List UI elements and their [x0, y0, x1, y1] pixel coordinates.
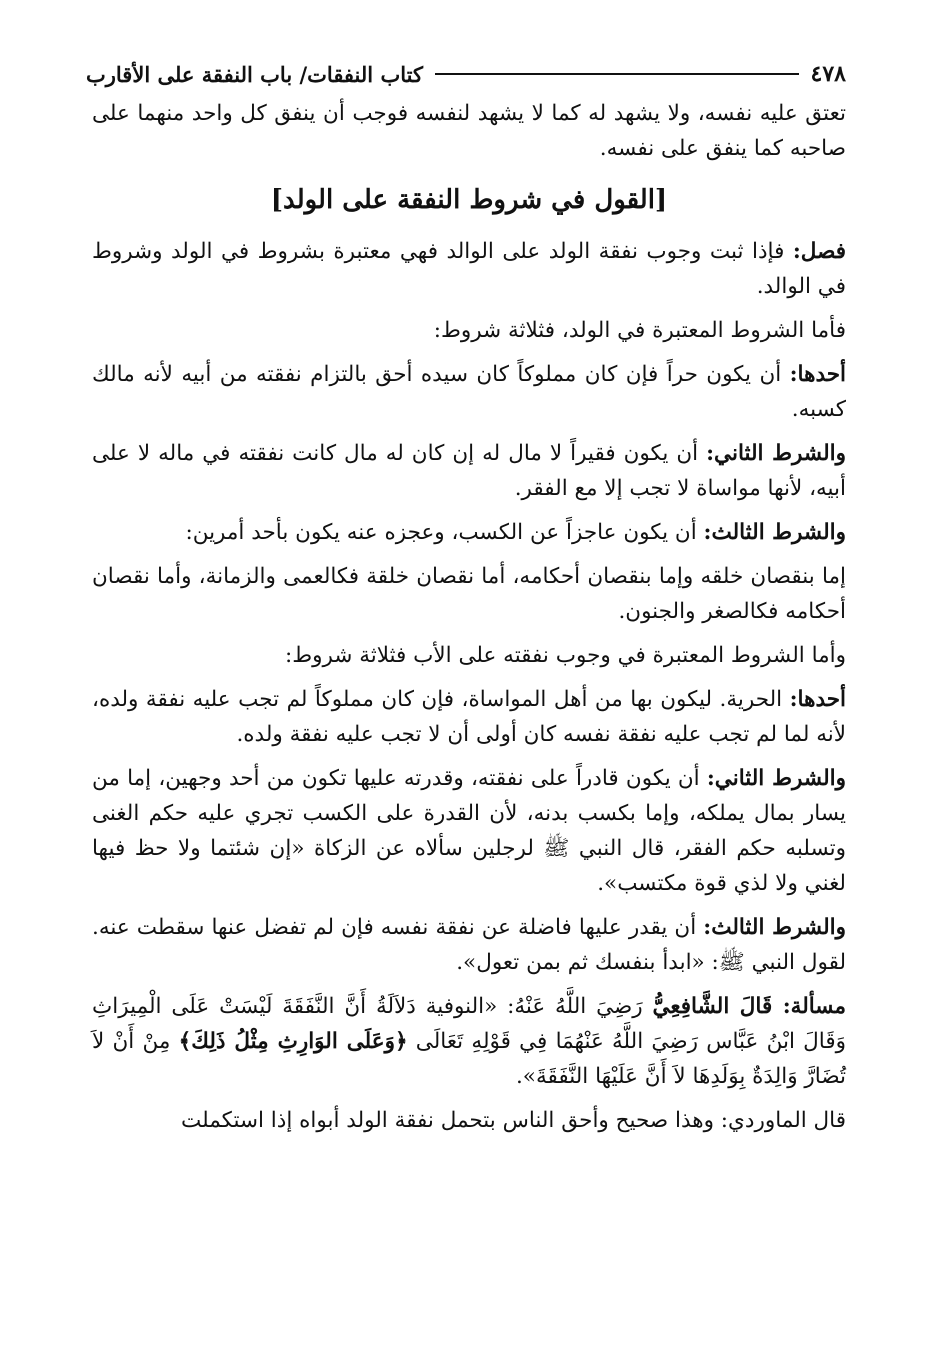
- paragraph-lead: أحدها:: [789, 687, 846, 712]
- paragraph-text: الحرية. ليكون بها من أهل المواساة، فإن كان مملوكاً لم تجب عليه نفقة ولده، لأنه لما لم تجب عليه نفقة نفسه كان أولى أن لا تجب عليه نفقة ولده.: [92, 687, 846, 747]
- paragraph: [92, 436, 846, 506]
- paragraph-text: أن يقدر عليها فاضلة عن نفقة نفسه فإن لم تفضل عنها سقطت عنه. لقول النبي ﷺ: «ابدأ بنفسك ثم بمن تعول».: [92, 915, 846, 975]
- paragraph-text: أن يكون فقيراً لا مال له إن كان له مال كانت نفقته في ماله لا على أبيه، لأنها مواساة لا تجب إلا مع الفقر.: [92, 441, 846, 501]
- paragraph-text: رَضِيَ اللَّهُ عَنْهُ: «النوفية دَلاَلَةُ أَنَّ النَّفَقَةَ لَيْسَتْ عَلَى الْمِيرَاثِ وَقَالَ ابْنُ عَبَّاس رَضِيَ اللَّهُ عَنْهُمَا فِي قَوْلِهِ تَعَالَى: [92, 994, 846, 1054]
- paragraph: إما بنقصان خلقه وإما بنقصان أحكامه، أما نقصان خلقة فكالعمى والزمانة، وأما نقصان أحكامه فكالصغر والجنون.: [92, 564, 846, 624]
- paragraph-lead: مسألة: قَالَ الشَّافِعِيُّ: [652, 994, 846, 1019]
- paragraph-text: أن يكون حراً فإن كان مملوكاً كان سيده أحق بالتزام نفقته من أبيه لأنه مالك كسبه.: [92, 362, 846, 422]
- paragraph-text: أن يكون قادراً على نفقته، وقدرته عليها تكون من أحد وجهين، إما من يسار بمال يملكه، وإما بكسب بدنه، لأن القدرة على الكسب تجري عليه حكم الغنى وتسلبه حكم الفقر، قال النبي ﷺ لرجلين سألاه عن الزكاة «إن شئتما ولا حظ فيها لغني ولا لذي قوة مكتسب».: [92, 766, 846, 896]
- quran-quote: ﴿وَعَلَى الوَارِثِ مِثْلُ ذَلِكَ﴾: [178, 1029, 408, 1054]
- paragraph: وأما الشروط المعتبرة في وجوب نفقته على الأب فثلاثة شروط:: [285, 643, 846, 668]
- paragraph: [92, 357, 846, 427]
- paragraph-lead: أحدها:: [789, 362, 846, 387]
- paragraph: تعتق عليه نفسه، ولا يشهد له كما لا يشهد لنفسه فوجب أن ينفق كل واحد منهما على صاحبه كما ينفق على نفسه.: [92, 101, 846, 161]
- page-body: [92, 96, 846, 1147]
- header-rule: [435, 73, 799, 75]
- section-heading: [القول في شروط النفقة على الولد]: [270, 185, 668, 215]
- paragraph: [92, 910, 846, 980]
- paragraph-text: فإذا ثبت وجوب نفقة الولد على الوالد فهي معتبرة بشروط في الولد وشروط في الوالد.: [92, 239, 846, 299]
- paragraph: [92, 234, 846, 304]
- paragraph-text: أن يكون عاجزاً عن الكسب، وعجزه عنه يكون بأحد أمرين:: [185, 520, 704, 545]
- paragraph: [92, 761, 846, 901]
- paragraph-lead: والشرط الثالث:: [703, 915, 846, 940]
- paragraph-lead: فصل:: [792, 239, 846, 264]
- paragraph: قال الماوردي: وهذا صحيح وأحق الناس بتحمل نفقة الولد أبواه إذا استكملت: [180, 1108, 846, 1133]
- paragraph-lead: والشرط الثاني:: [706, 441, 846, 466]
- paragraph-text: مِنْ أَنْ لاَ تُضَارَّ وَالِدَةٌ بِوَلَدِهَا لاَ أَنَّ عَلَيْهَا النَّفَقَةَ».: [92, 1029, 846, 1089]
- paragraph: فأما الشروط المعتبرة في الولد، فثلاثة شروط:: [433, 318, 846, 343]
- paragraph: [92, 989, 846, 1094]
- paragraph: [92, 682, 846, 752]
- paragraph-lead: والشرط الثالث:: [703, 520, 846, 545]
- paragraph-lead: والشرط الثاني:: [706, 766, 846, 791]
- running-title: كتاب النفقات/ باب النفقة على الأقارب: [86, 61, 423, 87]
- page-header: [86, 56, 846, 92]
- page-number: ٤٧٨: [810, 61, 846, 87]
- paragraph: [92, 515, 846, 550]
